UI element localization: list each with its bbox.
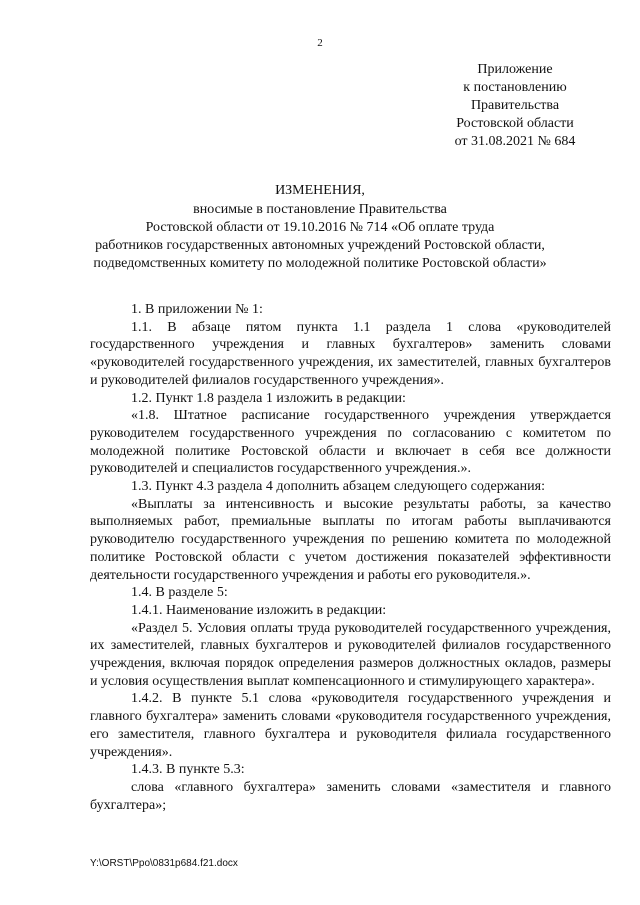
- paragraph: «Раздел 5. Условия оплаты труда руководителей государственного учреждения, их заместителей, главных бухгалтеров и руководителей филиалов государственного учреждения, включая порядок определения размеров должностных окладов, размеры и условия осуществления выплат компенсационного и стимулирующего характера».: [90, 620, 611, 689]
- paragraph: 1.4.1. Наименование изложить в редакции:: [131, 602, 387, 618]
- paragraph: 1. В приложении № 1:: [131, 302, 263, 317]
- paragraph: «1.8. Штатное расписание государственного учреждения утверждается руководителем государственного учреждения по согласованию с комитетом по молодежной политике Ростовской области и включает в себя все должности руководителей и специалистов государственного учреждения.».: [90, 408, 611, 477]
- appendix-line: к постановлению: [463, 80, 567, 95]
- paragraph: 1.2. Пункт 1.8 раздела 1 изложить в редакции:: [131, 390, 406, 406]
- heading-line: вносимые в постановление Правительства: [193, 202, 447, 217]
- appendix-line: Правительства: [470, 98, 560, 113]
- page-number: 2: [317, 37, 323, 49]
- paragraph: 1.4.3. В пункте 5.3:: [131, 762, 245, 778]
- file-path-footer: Y:\ORST\Ppo\0831p684.f21.docx: [90, 858, 238, 869]
- document-body: [90, 301, 611, 814]
- heading-line: подведомственных комитету по молодежной политике Ростовской области»: [93, 256, 547, 271]
- heading-title: ИЗМЕНЕНИЯ,: [275, 183, 365, 198]
- heading-line: работников государственных автономных учреждений Ростовской области,: [95, 238, 545, 253]
- document-heading: [80, 182, 560, 273]
- paragraph: 1.3. Пункт 4.3 раздела 4 дополнить абзацем следующего содержания:: [131, 479, 545, 495]
- paragraph: 1.1. В абзаце пятом пункта 1.1 раздела 1 слова «руководителей государственного учреждения и главных бухгалтеров» заменить словами «руководителей государственного учреждения, их заместителей, главных бухгалтеров и руководителей филиалов государственного учреждения».: [90, 319, 611, 388]
- appendix-line: от 31.08.2021 № 684: [454, 134, 576, 149]
- appendix-line: Приложение: [477, 62, 553, 77]
- appendix-line: Ростовской области: [456, 116, 574, 131]
- paragraph: 1.4.2. В пункте 5.1 слова «руководителя государственного учреждения и главного бухгалтера» заменить словами «руководителя государственного учреждения, его заместителя, главного бухгалтера и руководителя филиала государственного учреждения».: [90, 691, 611, 760]
- appendix-block: [430, 61, 600, 151]
- paragraph: «Выплаты за интенсивность и высокие результаты работы, за качество выполняемых работ, премиальные выплаты по итогам работы выплачиваются руководителю государственного учреждения по решению комитета по молодежной политике Ростовской области с учетом достижения показателей эффективности деятельности государственного учреждения и работы его руководителя.».: [90, 496, 611, 583]
- paragraph: 1.4. В разделе 5:: [131, 585, 228, 601]
- paragraph: слова «главного бухгалтера» заменить словами «заместителя и главного бухгалтера»;: [90, 779, 611, 813]
- heading-line: Ростовской области от 19.10.2016 № 714 «Об оплате труда: [145, 220, 495, 235]
